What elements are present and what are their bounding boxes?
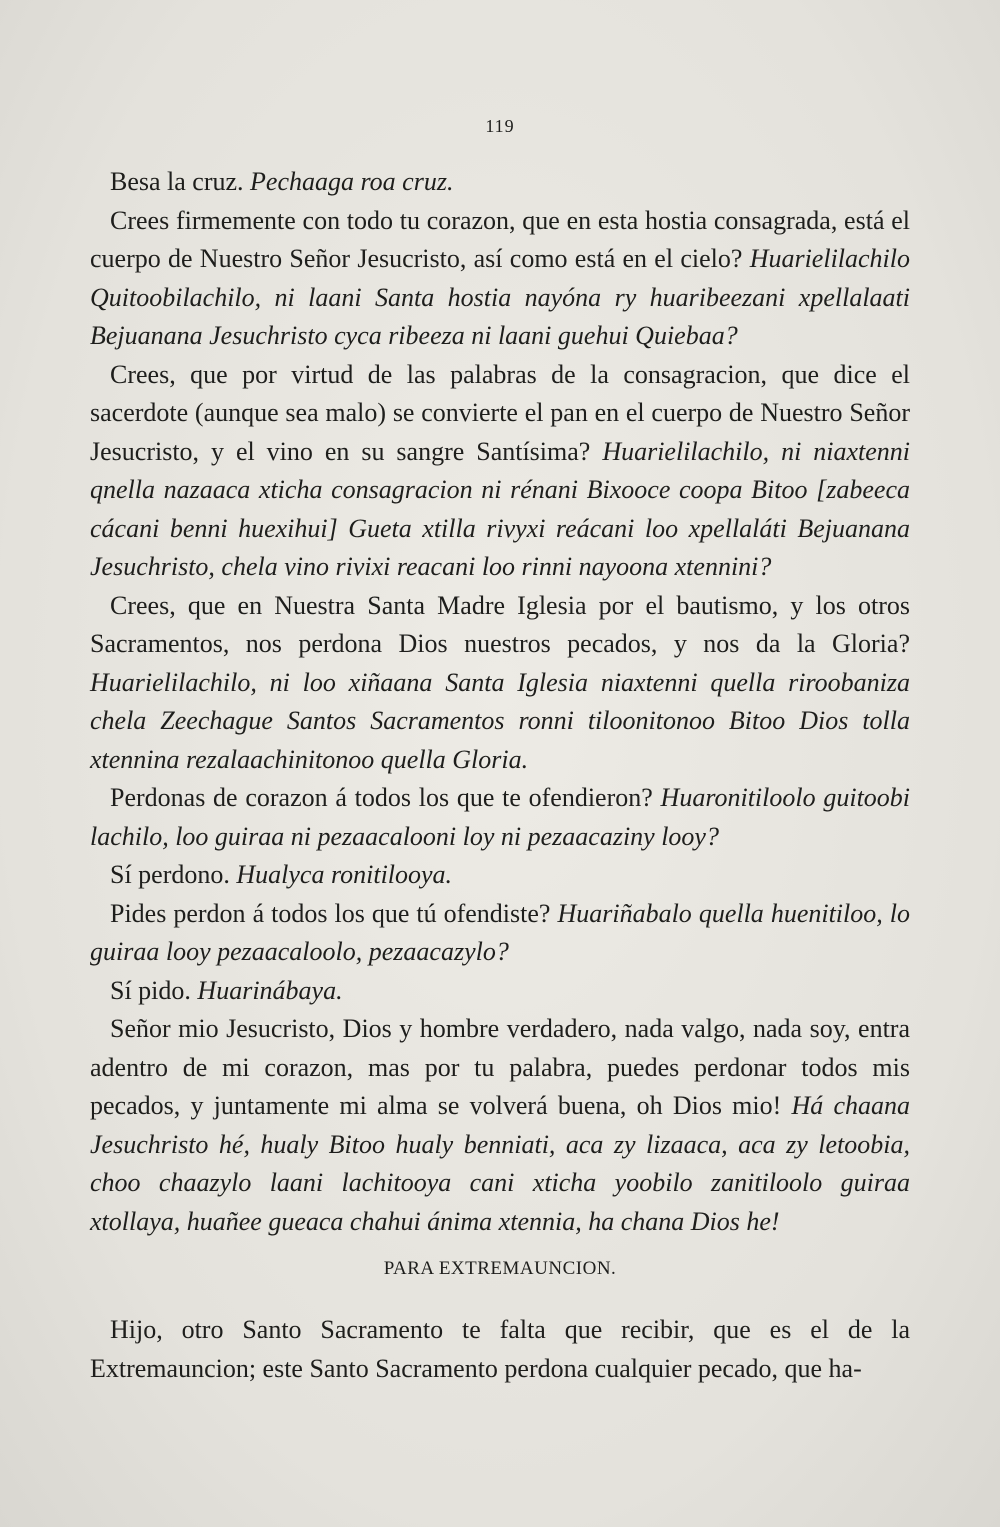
spanish-text: Sí pido. [110,975,191,1005]
paragraph [90,202,910,356]
spanish-text: Crees firmemente con todo tu corazon, que en esta hostia consagrada, está el cuerpo de Nuestro Señor Jesucristo, así como está en el cielo? [90,205,910,273]
zapotec-text: Huaronitiloolo guitoobi lachilo, loo guiraa ni pezaacalooni loy ni pezaacaziny looy? [90,783,911,851]
page-body [90,163,910,1388]
final-paragraph: Hijo, otro Santo Sacramento te falta que recibir, que es el de la Extremauncion; este Santo Sacramento perdona cualquier pecado, que ha- [90,1315,910,1383]
paragraph [90,856,910,895]
paragraph [90,356,910,587]
zapotec-text: Huariñabalo quella huenitiloo, lo guiraa looy pezaacaloolo, pezaacazylo? [90,898,910,966]
zapotec-text: Pechaaga roa cruz. [250,167,454,196]
paragraph [90,895,910,972]
paragraph [90,972,910,1011]
zapotec-text: Huarielilachilo, ni loo xiñaana Santa Iglesia niaxtenni quella riroobaniza chela Zeechague Santos Sacramentos ronni tiloonitonoo Bitoo Dios tolla xtennina rezalaachinitonoo quella Gloria. [90,667,910,774]
spanish-text: Crees, que por virtud de las palabras de la consagracion, que dice el sacerdote (aunque sea malo) se convierte el pan en el cuerpo de Nuestro Señor Jesucristo, y el vino en su sangre Santísima? [90,359,910,466]
paragraph [90,587,910,780]
zapotec-text: Huarielilachilo, ni niaxtenni qnella nazaaca xticha consagracion ni rénani Bixooce coopa Bitoo [zabeeca cácani benni huexihui] Gueta xtilla rivyxi reácani loo xpellaláti Bejuanana Jesuchristo, chela vino rivixi reacani loo rinni nayoona xtennini? [90,436,911,581]
paragraph [90,1010,910,1241]
spanish-text: Pides perdon á todos los que tú ofendiste? [110,898,551,928]
zapotec-text: Há chaana Jesuchristo hé, hualy Bitoo hualy benniati, aca zy lizaaca, aca zy letoobia, choo chaazylo laani lachitooya cani xticha yoobilo zanitiloolo guiraa xtollaya, huañee gueaca chahui ánima xtennia, ha chana Dios he! [90,1091,910,1236]
page-number: 119 [485,116,515,136]
spanish-text: Perdonas de corazon á todos los que te ofendieron? [110,783,653,812]
spanish-text: Señor mio Jesucristo, Dios y hombre verdadero, nada valgo, nada soy, entra adentro de mi corazon, mas por tu palabra, puedes perdonar todos mis pecados, y juntamente mi alma se volverá buena, oh Dios mio! [90,1014,910,1120]
spanish-text: Sí perdono. [110,860,230,889]
zapotec-text: Huarielilachilo Quitoobilachilo, ni laani Santa hostia nayóna ry huaribeezani xpellalaati Bejuanana Jesuchristo cyca ribeeza ni laani guehui Quiebaa? [90,244,911,350]
spanish-text: Besa la cruz. [110,167,244,196]
spanish-text: Crees, que en Nuestra Santa Madre Iglesia por el bautismo, y los otros Sacramentos, nos perdona Dios nuestros pecados, y nos da la Gloria? [90,590,910,658]
zapotec-text: Hualyca ronitilooya. [236,860,453,889]
zapotec-text: Huarinábaya. [197,975,343,1005]
paragraph [90,163,910,202]
section-heading: PARA EXTREMAUNCION. [383,1258,617,1279]
paragraph [90,779,910,856]
